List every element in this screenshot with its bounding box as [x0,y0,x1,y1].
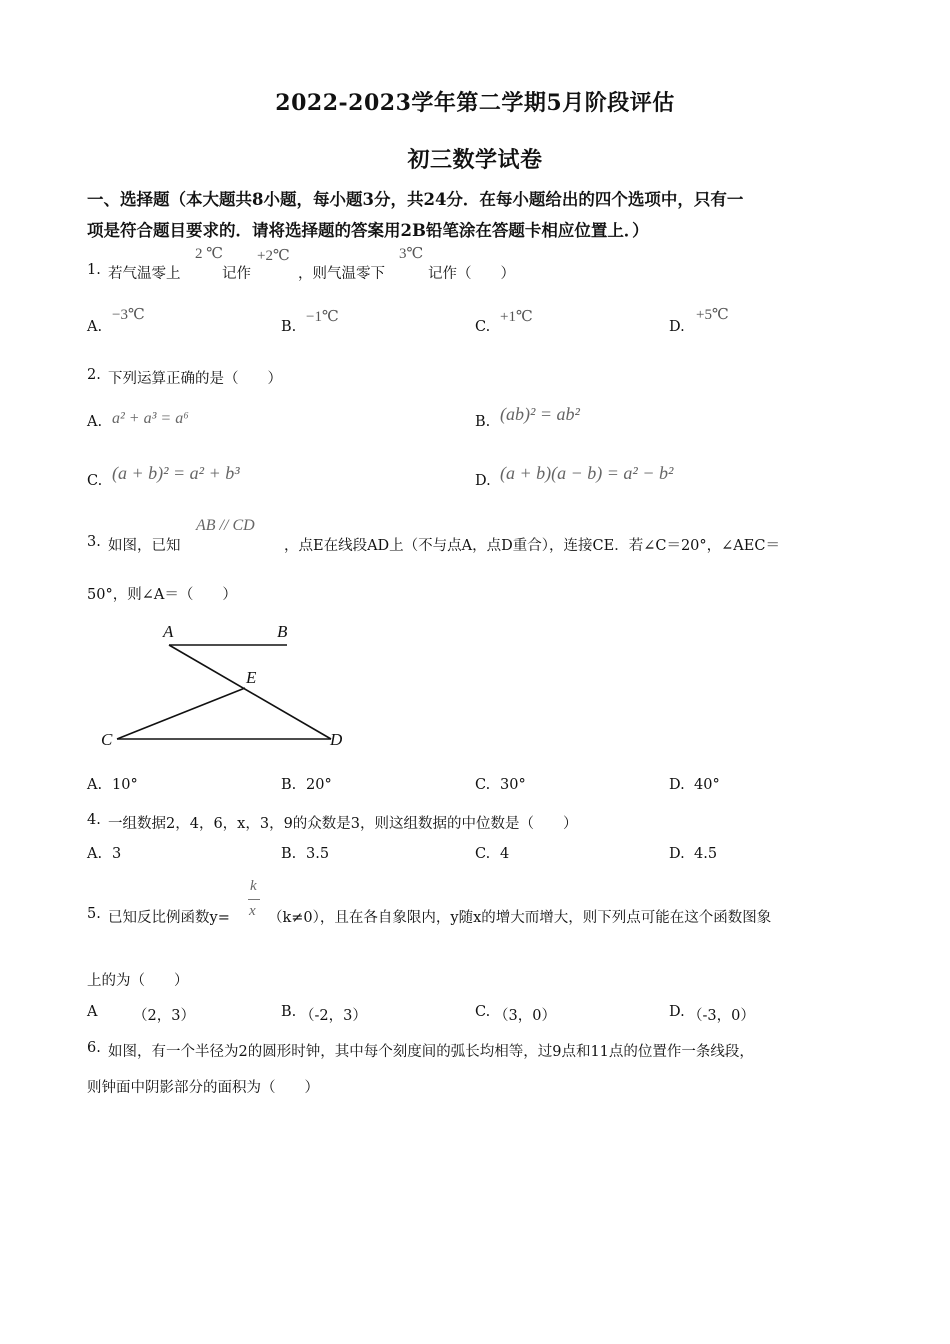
question-number: 3. [87,534,101,550]
option-label: C. [475,846,491,862]
option-text: 10° [112,777,138,793]
fraction-bar [248,899,260,900]
point-label-c: C [101,730,113,749]
option-label: A [87,1004,98,1020]
option-text: 3.5 [306,846,330,862]
question-number: 5. [87,906,101,922]
fraction-denominator: x [249,903,256,919]
question-stem-part: 如图，已知 [108,538,181,554]
point-label-a: A [163,622,174,641]
question-number: 6. [87,1040,101,1056]
option-math: +5℃ [696,307,729,323]
option-label: D. [475,473,491,489]
option-label: A. [87,414,103,430]
option-math: a² + a³ = a⁶ [112,410,189,427]
page-title: 2022-2023学年第二学期5月阶段评估 [275,90,675,116]
option-label: B. [281,777,297,793]
point-label-b: B [277,622,288,641]
option-label: A. [87,777,103,793]
option-text: 20° [306,777,332,793]
question-stem-part: 记作（ ） [428,266,515,282]
option-label: C. [475,319,491,335]
point-label-e: E [246,668,257,687]
option-text: （3，0） [494,1008,556,1024]
option-label: D. [669,1004,685,1020]
question-stem-part: 50°，则∠A＝（ ） [87,587,237,603]
question-stem-part: （k≠0），且在各自象限内，y随x的增大而增大，则下列点可能在这个函数图象 [268,910,772,926]
option-math: (a + b)(a − b) = a² − b² [500,463,674,483]
option-label: D. [669,777,685,793]
option-label: B. [475,414,491,430]
option-math: −1℃ [306,309,339,325]
option-text: （2，3） [133,1008,195,1024]
option-label: B. [281,319,297,335]
option-text: （-3，0） [688,1008,755,1024]
question-stem-part: 已知反比例函数y= [108,910,230,926]
option-text: （-2，3） [300,1008,367,1024]
question-stem: 下列运算正确的是（ ） [108,371,282,387]
question-stem: 一组数据2，4，6，x，3，9的众数是3，则这组数据的中位数是（ ） [108,816,578,832]
question-number: 2. [87,367,101,383]
option-label: D. [669,319,685,335]
math-expression: 2 ℃ [195,246,224,262]
option-label: C. [475,1004,491,1020]
question-stem-part: ，则气温零下 [298,266,385,282]
question-stem-part: 记作 [222,266,251,282]
option-label: B. [281,1004,297,1020]
question-number: 1. [87,262,101,278]
option-text: 30° [500,777,526,793]
question-stem-part: 若气温零上 [108,266,181,282]
option-math: −3℃ [112,307,145,323]
page-subtitle: 初三数学试卷 [407,147,543,173]
option-label: A. [87,319,103,335]
option-math: +1℃ [500,309,533,325]
option-label: D. [669,846,685,862]
point-label-d: D [330,730,343,749]
option-text: 40° [694,777,720,793]
math-expression: +2℃ [257,248,290,264]
segment-ce [117,688,245,739]
option-text: 3 [112,846,122,862]
fraction-numerator: k [250,878,257,894]
question-stem-part: 上的为（ ） [87,973,189,989]
option-text: 4.5 [694,846,718,862]
option-label: C. [475,777,491,793]
geometry-figure [95,618,355,753]
option-label: A. [87,846,103,862]
question-number: 4. [87,812,101,828]
section-heading-line2: 项是符合题目要求的．请将选择题的答案用2B铅笔涂在答题卡相应位置上．） [87,221,649,240]
option-math: (ab)² = ab² [500,404,580,424]
segment-ad [169,645,331,739]
option-label: C. [87,473,103,489]
option-text: 4 [500,846,510,862]
math-expression: 3℃ [399,246,424,262]
question-stem-line2: 则钟面中阴影部分的面积为（ ） [87,1080,319,1096]
option-math: (a + b)² = a² + b³ [112,463,240,483]
question-stem-line1: 如图，有一个半径为2的圆形时钟，其中每个刻度间的弧长均相等，过9点和11点的位置作一条线段， [108,1044,754,1060]
question-stem-part: ，点E在线段AD上（不与点A，点D重合），连接CE．若∠C＝20°，∠AEC＝ [284,538,780,554]
math-expression: AB // CD [196,517,255,534]
section-heading-line1: 一、选择题（本大题共8小题，每小题3分，共24分．在每小题给出的四个选项中，只有一 [87,190,744,209]
option-label: B. [281,846,297,862]
